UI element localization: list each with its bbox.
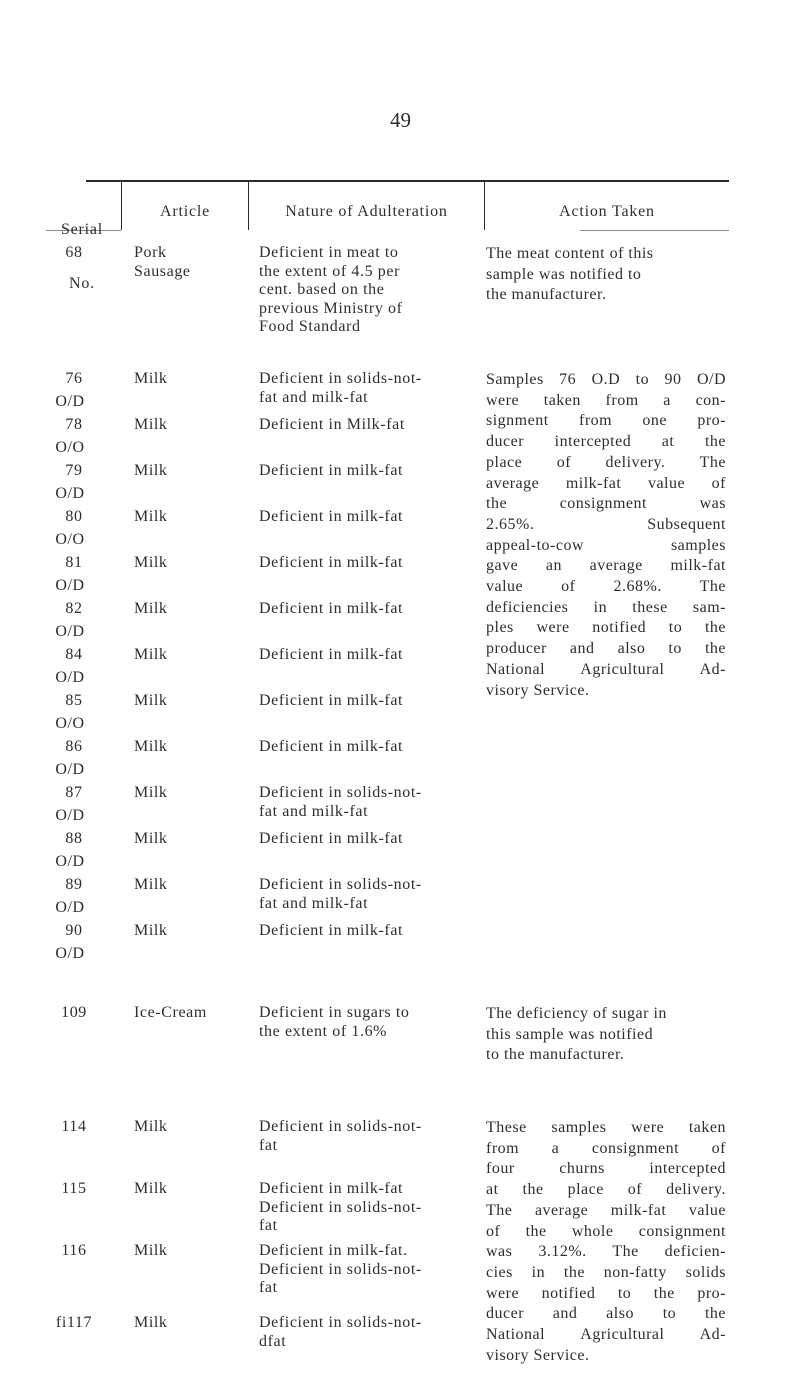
adulteration-nature: Deficient in solids-not- (259, 876, 422, 893)
action-line: signment from one pro- (486, 412, 726, 430)
serial-number: O/O (55, 715, 85, 732)
adulteration-nature: the extent of 1.6% (259, 1022, 388, 1040)
action-taken (486, 244, 726, 306)
action-taken (486, 1118, 726, 1366)
article-name: Sausage (134, 262, 191, 280)
action-line: ducer intercepted at the (486, 433, 726, 451)
header-action: Action Taken (559, 203, 655, 220)
serial-number: O/D (55, 945, 85, 962)
page-number: 49 (390, 108, 411, 132)
adulteration-nature: fat (259, 1279, 278, 1296)
article-name: Milk (134, 600, 168, 617)
action-line: the manufacturer. (486, 286, 607, 304)
article-name: Milk (134, 1118, 168, 1135)
serial-number: O/O (55, 439, 85, 456)
article-name: Milk (134, 462, 168, 479)
serial-number: 86 (65, 738, 83, 755)
adulteration-nature: Deficient in solids-not- (259, 784, 422, 801)
adulteration-nature: Deficient in milk-fat (259, 646, 404, 663)
adulteration-nature: Deficient in solids-not- (259, 1198, 422, 1216)
adulteration-nature: previous Ministry of (259, 299, 403, 317)
adulteration-nature: fat (259, 1136, 278, 1154)
serial-number: 114 (61, 1118, 87, 1135)
serial-number: 76 (65, 370, 83, 387)
adulteration-nature: Deficient in milk-fat (259, 600, 404, 617)
action-line: The average milk-fat value (486, 1201, 726, 1219)
article-name: Milk (134, 416, 168, 433)
header-article: Article (159, 203, 211, 220)
article-name: Milk (134, 508, 168, 525)
article-name: Milk (134, 830, 168, 847)
serial-number: O/O (55, 531, 85, 548)
action-line: value of 2.68%. The (486, 578, 726, 596)
serial-number: 88 (65, 830, 83, 847)
action-line: deficiencies in these sam- (486, 598, 726, 616)
adulteration-nature: dfat (259, 1332, 287, 1350)
action-line: visory Service. (486, 681, 590, 699)
serial-number: O/D (55, 623, 85, 640)
serial-number: 115 (61, 1180, 87, 1197)
adulteration-nature: Deficient in milk-fat (259, 462, 404, 479)
article-name: Milk (134, 554, 168, 571)
serial-number: 81 (65, 554, 83, 571)
action-line: producer and also to the (486, 640, 726, 658)
action-line: gave an average milk-fat (486, 557, 726, 575)
action-line: National Agricultural Ad- (486, 1326, 726, 1344)
adulteration-nature: Deficient in solids-not- (259, 1118, 422, 1135)
adulteration-nature: Deficient in milk-fat (259, 692, 404, 709)
serial-number: 90 (65, 922, 83, 939)
action-line: were notified to the pro- (486, 1284, 726, 1302)
serial-number: 85 (65, 692, 83, 709)
article-name: Ice-Cream (134, 1004, 207, 1021)
adulteration-nature: Food Standard (259, 318, 361, 335)
serial-number: O/D (55, 761, 85, 778)
serial-number: 80 (65, 508, 83, 525)
serial-number: 82 (65, 600, 83, 617)
adulteration-nature: Deficient in milk-fat (259, 830, 404, 847)
article-name: Milk (134, 1314, 168, 1331)
adulteration-nature: fat (259, 1217, 278, 1234)
article-name: Milk (134, 692, 168, 709)
action-line: was 3.12%. The deficien- (486, 1243, 726, 1261)
action-line: place of delivery. The (486, 453, 726, 471)
serial-number: O/D (55, 853, 85, 870)
action-line: of the whole consignment (486, 1222, 726, 1240)
action-line: average milk-fat value of (486, 474, 726, 492)
action-line: four churns intercepted (486, 1160, 726, 1178)
serial-number: 84 (65, 646, 83, 663)
adulteration-nature: Deficient in milk-fat (259, 738, 404, 755)
serial-number: 87 (65, 784, 83, 801)
serial-number: 89 (65, 876, 83, 893)
article-name: Milk (134, 370, 168, 387)
action-line: visory Service. (486, 1346, 590, 1364)
action-line: this sample was notified (486, 1025, 654, 1043)
serial-number: O/D (55, 669, 85, 686)
action-line: Samples 76 O.D to 90 O/D (486, 371, 726, 388)
adulteration-nature: Deficient in solids-not- (259, 370, 422, 387)
header-underline-right (580, 230, 729, 231)
adulteration-nature: Deficient in milk-fat (259, 922, 404, 939)
action-line: National Agricultural Ad- (486, 660, 726, 678)
adulteration-nature: Deficient in milk-fat (259, 1180, 404, 1197)
top-rule (86, 180, 729, 182)
adulteration-nature: Deficient in milk-fat (259, 554, 404, 571)
serial-number: O/D (55, 577, 85, 594)
serial-number: fi117 (55, 1314, 93, 1331)
header-serial-line-1: Serial (60, 221, 104, 238)
action-line: 2.65%. Subsequent (486, 515, 726, 533)
article-name: Milk (134, 646, 168, 663)
article-name: Milk (134, 1180, 168, 1197)
action-line: to the manufacturer. (486, 1046, 625, 1064)
adulteration-nature: Deficient in Milk-fat (259, 416, 405, 433)
action-line: from a consignment of (486, 1139, 726, 1157)
action-line: ples were notified to the (486, 619, 726, 637)
serial-number: 109 (61, 1004, 87, 1021)
serial-number: 116 (61, 1242, 87, 1259)
adulteration-nature: Deficient in solids-not- (259, 1260, 422, 1278)
action-line: sample was notified to (486, 265, 642, 283)
action-taken (486, 1004, 726, 1066)
action-line: These samples were taken (486, 1119, 726, 1136)
action-line: the consignment was (486, 495, 726, 513)
article-name: Pork (134, 244, 167, 261)
serial-number: O/D (55, 899, 85, 916)
action-line: at the place of delivery. (486, 1181, 726, 1199)
adulteration-nature: fat and milk-fat (259, 388, 369, 406)
article-name: Milk (134, 784, 168, 801)
header-nature: Nature of Adulteration (285, 203, 448, 220)
action-taken (486, 370, 726, 701)
serial-number: O/D (55, 393, 85, 410)
adulteration-nature: fat and milk-fat (259, 802, 369, 820)
adulteration-nature: Deficient in milk-fat (259, 508, 404, 525)
adulteration-nature: Deficient in solids-not- (259, 1314, 422, 1331)
article-name: Milk (134, 922, 168, 939)
action-line: appeal-to-cow samples (486, 536, 726, 554)
article-name: Milk (134, 876, 168, 893)
header-serial-line-2: No. (69, 275, 95, 292)
article-name: Milk (134, 738, 168, 755)
action-line: were taken from a con- (486, 391, 726, 409)
serial-number: O/D (55, 485, 85, 502)
adulteration-nature: fat and milk-fat (259, 894, 369, 912)
adulteration-nature: cent. based on the (259, 281, 385, 298)
adulteration-nature: Deficient in milk-fat. (259, 1242, 408, 1259)
action-line: cies in the non-fatty solids (486, 1263, 726, 1281)
article-name: Milk (134, 1242, 168, 1259)
action-line: ducer and also to the (486, 1305, 726, 1323)
adulteration-nature: the extent of 4.5 per (259, 262, 400, 280)
serial-number: 78 (65, 416, 83, 433)
serial-number: 79 (65, 462, 83, 479)
adulteration-nature: Deficient in meat to (259, 244, 399, 261)
action-line: The deficiency of sugar in (486, 1005, 667, 1022)
adulteration-nature: Deficient in sugars to (259, 1004, 410, 1021)
action-line: The meat content of this (486, 245, 654, 262)
serial-number: O/D (55, 807, 85, 824)
serial-number: 68 (65, 244, 83, 261)
